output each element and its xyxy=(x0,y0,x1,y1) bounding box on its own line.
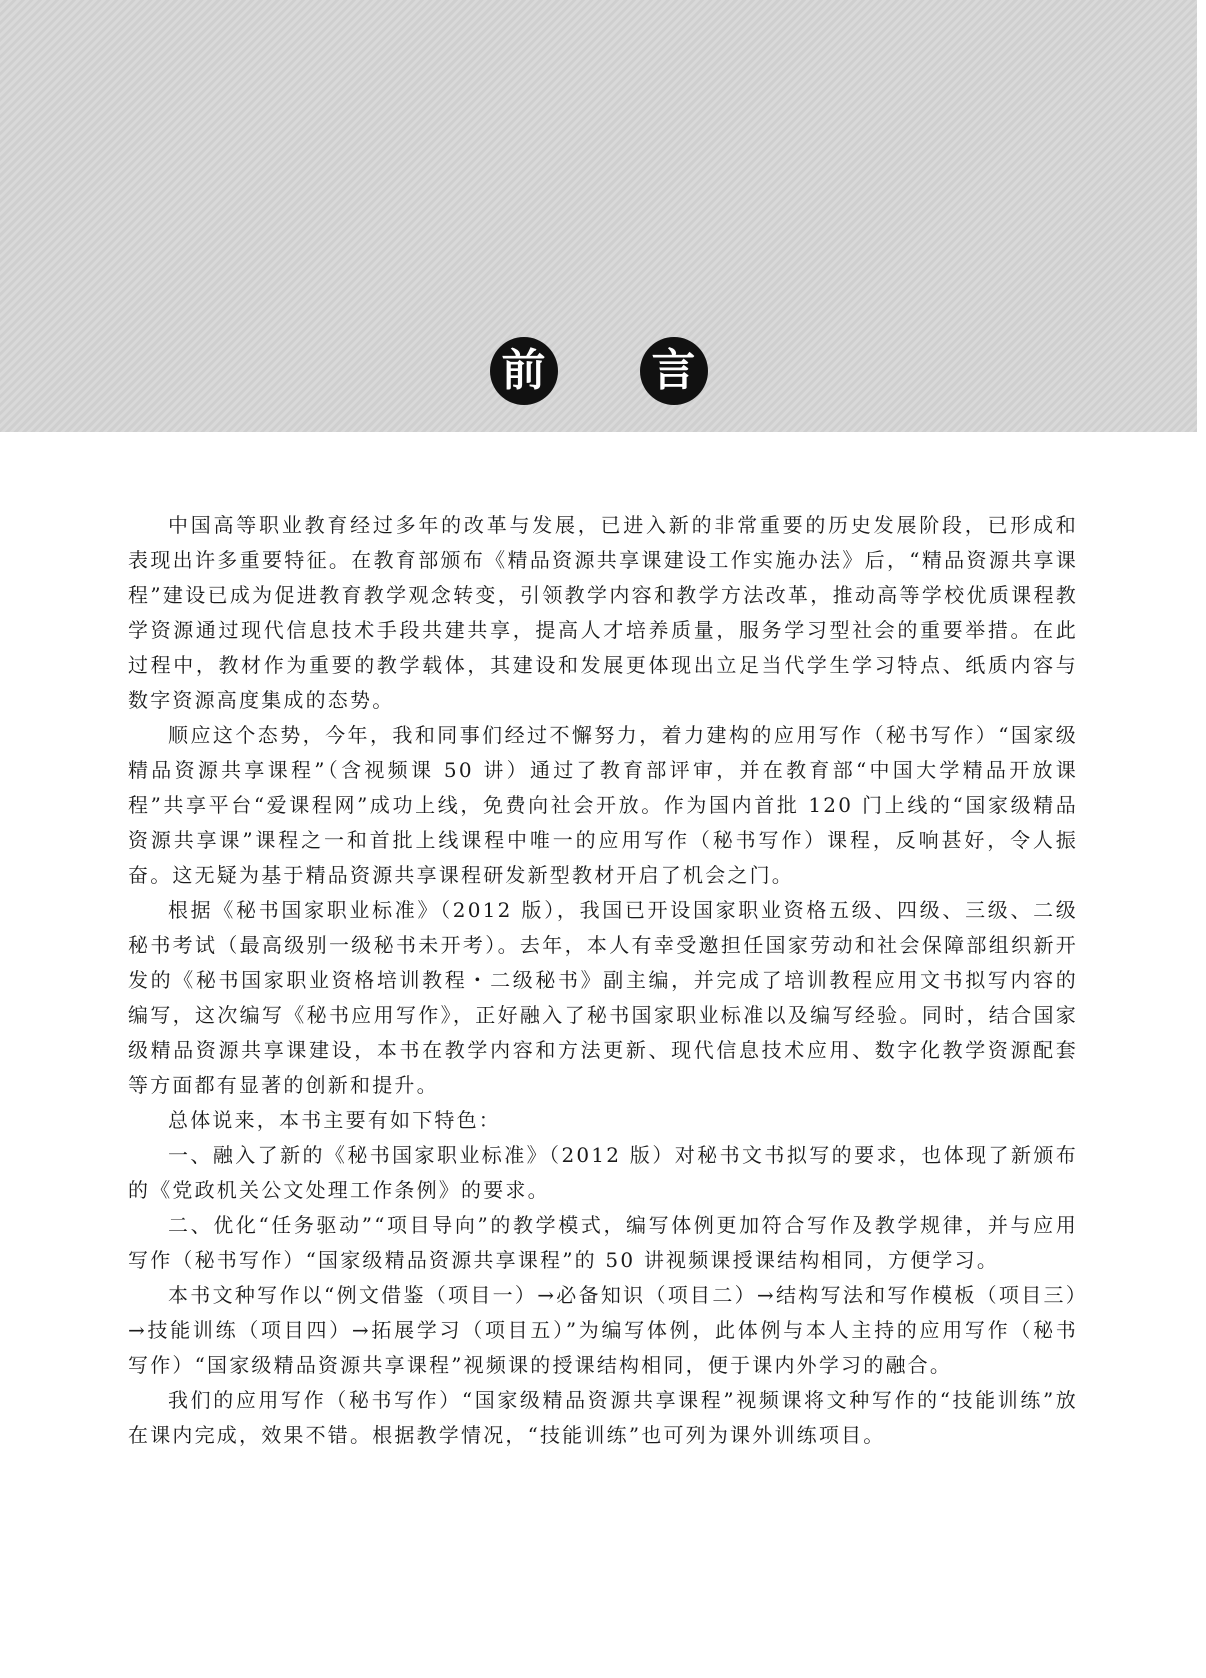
paragraph: 总体说来，本书主要有如下特色： xyxy=(168,1108,501,1132)
title-char-1: 前 xyxy=(490,337,558,405)
paragraph: 我们的应用写作（秘书写作）“国家级精品资源共享课程”视频课将文种写作的“技能训练”放在课内完成，效果不错。根据教学情况，“技能训练”也可列为课外训练项目。 xyxy=(128,1388,1078,1447)
paragraph: 一、融入了新的《秘书国家职业标准》（2012 版）对秘书文书拟写的要求，也体现了新颁布的《党政机关公文处理工作条例》的要求。 xyxy=(128,1143,1078,1202)
paragraph: 二、优化“任务驱动”“项目导向”的教学模式，编写体例更加符合写作及教学规律，并与应用写作（秘书写作）“国家级精品资源共享课程”的 50 讲视频课授课结构相同，方便学习。 xyxy=(128,1213,1078,1272)
body-text xyxy=(128,508,1078,1453)
paragraph: 中国高等职业教育经过多年的改革与发展，已进入新的非常重要的历史发展阶段，已形成和表现出许多重要特征。在教育部颁布《精品资源共享课建设工作实施办法》后，“精品资源共享课程”建设已成为促进教育教学观念转变，引领教学内容和教学方法改革，推动高等学校优质课程教学资源通过现代信息技术手段共建共享，提高人才培养质量，服务学习型社会的重要举措。在此过程中，教材作为重要的教学载体，其建设和发展更体现出立足当代学生学习特点、纸质内容与数字资源高度集成的态势。 xyxy=(128,513,1078,712)
page-title xyxy=(0,337,1197,405)
paragraph: 顺应这个态势，今年，我和同事们经过不懈努力，着力建构的应用写作（秘书写作）“国家级精品资源共享课程”（含视频课 50 讲）通过了教育部评审，并在教育部“中国大学精品开放课程”共享平台“爱课程网”成功上线，免费向社会开放。作为国内首批 120 门上线的“国家级精品资源共享课”课程之一和首批上线课程中唯一的应用写作（秘书写作）课程，反响甚好，令人振奋。这无疑为基于精品资源共享课程研发新型教材开启了机会之门。 xyxy=(128,723,1078,887)
paragraph: 本书文种写作以“例文借鉴（项目一）→必备知识（项目二）→结构写法和写作模板（项目三）→技能训练（项目四）→拓展学习（项目五）”为编写体例，此体例与本人主持的应用写作（秘书写作）“国家级精品资源共享课程”视频课的授课结构相同，便于课内外学习的融合。 xyxy=(128,1283,1078,1377)
header-band xyxy=(0,0,1197,432)
paragraph: 根据《秘书国家职业标准》（2012 版），我国已开设国家职业资格五级、四级、三级、二级秘书考试（最高级别一级秘书未开考）。去年，本人有幸受邀担任国家劳动和社会保障部组织新开发的《秘书国家职业资格培训教程・二级秘书》副主编，并完成了培训教程应用文书拟写内容的编写，这次编写《秘书应用写作》，正好融入了秘书国家职业标准以及编写经验。同时，结合国家级精品资源共享课建设，本书在教学内容和方法更新、现代信息技术应用、数字化教学资源配套等方面都有显著的创新和提升。 xyxy=(128,898,1078,1097)
title-char-2: 言 xyxy=(640,337,708,405)
